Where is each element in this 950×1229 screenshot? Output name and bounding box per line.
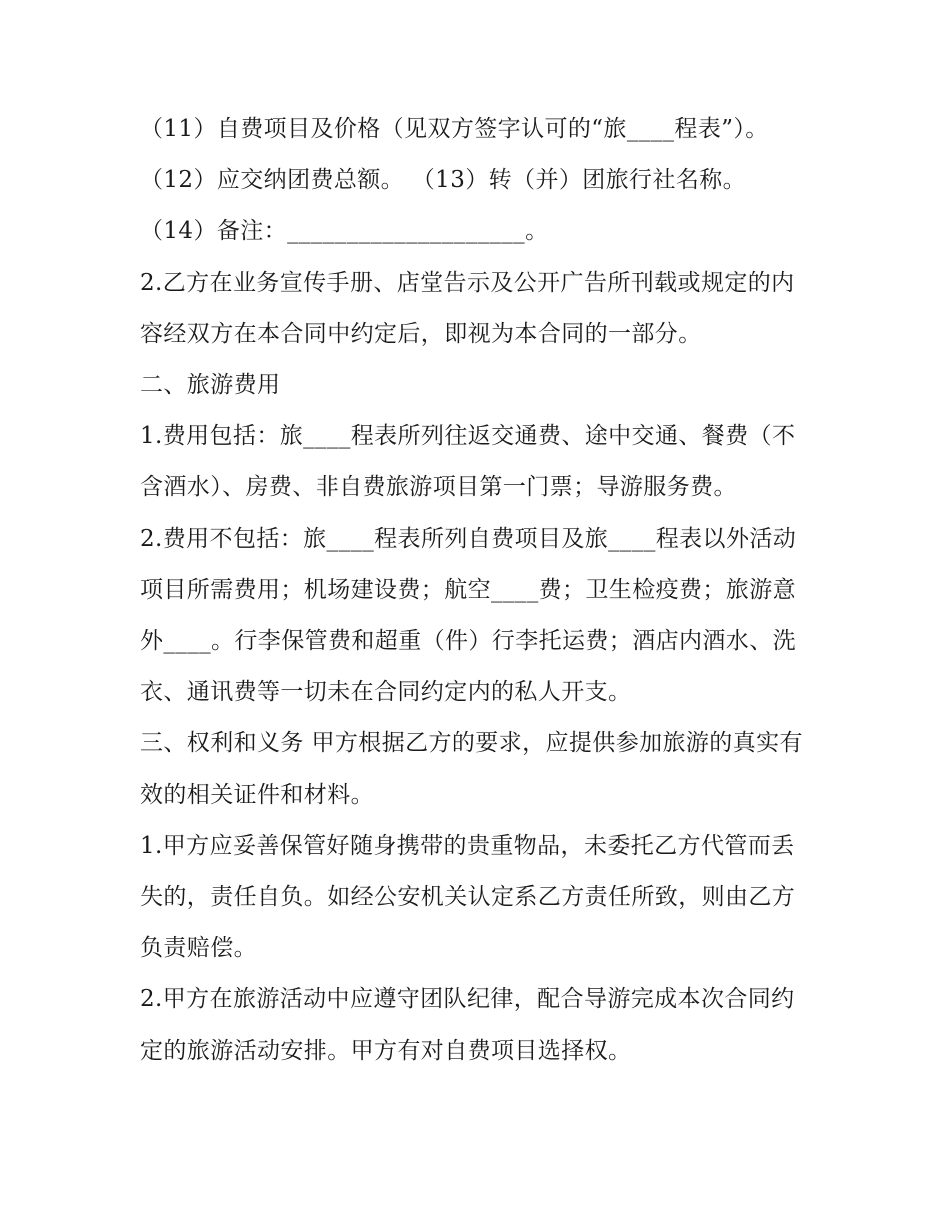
document-body	[140, 104, 810, 1077]
section-heading-travel-fees: 二、旅游费用	[140, 372, 281, 399]
obligation-1-valuables: 1.甲方应妥善保管好随身携带的贵重物品，未委托乙方代管而丢失的，责任自负。如经公安机关认定系乙方责任所致，则由乙方负责赔偿。	[140, 832, 796, 962]
clause-11-optional-items: （11）自费项目及价格（见双方签字认可的“旅____程表”）。	[140, 116, 769, 142]
section-heading-rights-obligations: 三、权利和义务 甲方根据乙方的要求，应提供参加旅游的真实有效的相关证件和材料。	[140, 730, 803, 808]
obligation-2-discipline: 2.甲方在旅游活动中应遵守团队纪律，配合导游完成本次合同约定的旅游活动安排。甲方有对自费项目选择权。	[140, 986, 795, 1064]
fees-included: 1.费用包括：旅____程表所列往返交通费、途中交通、餐费（不含酒水）、房费、非自费旅游项目第一门票；导游服务费。	[140, 423, 796, 501]
clause-2-promotional-content: 2.乙方在业务宣传手册、店堂告示及公开广告所刊载或规定的内容经双方在本合同中约定后，即视为本合同的一部分。	[140, 269, 795, 347]
clause-14-remarks: （14）备注：____________________。	[140, 218, 549, 245]
fees-excluded: 2.费用不包括：旅____程表所列自费项目及旅____程表以外活动项目所需费用；机场建设费；航空____费；卫生检疫费；旅游意外____。行李保管费和超重（件）行李托运费；酒店内酒水、洗衣、通讯费等一切未在合同约定内的私人开支。	[140, 525, 797, 706]
clause-12-13-fees-agency: （12）应交纳团费总额。 （13）转（并）团旅行社名称。	[140, 167, 747, 194]
